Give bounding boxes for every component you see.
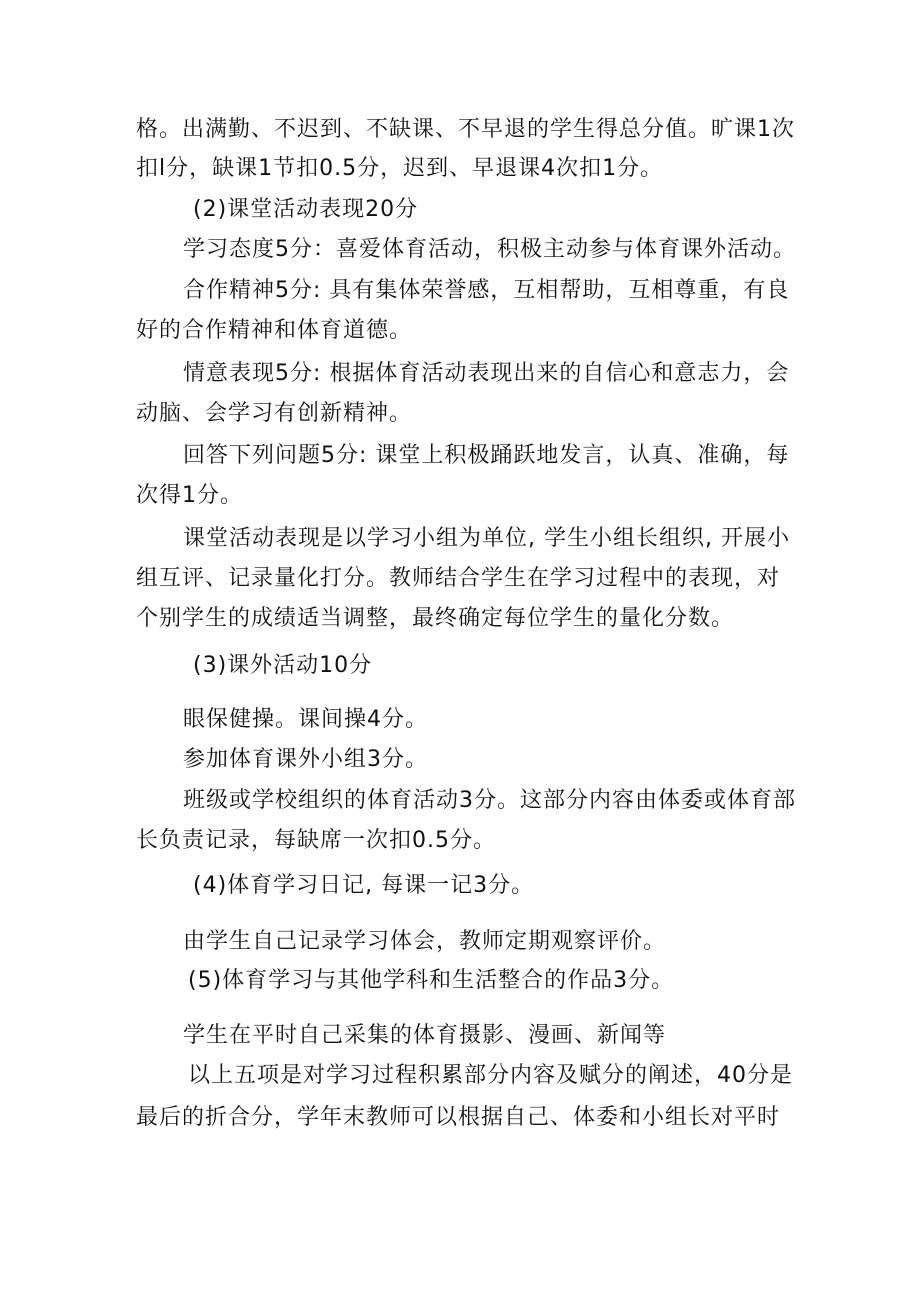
text-line-4: 学习态度5分：喜爱体育活动，积极主动参与体育课外活动。 (183, 237, 796, 262)
section-heading-5: (5)体育学习与其他学科和生活整合的作品3分。 (188, 968, 675, 993)
text-line-20: 由学生自己记录学习体会，教师定期观察评价。 (183, 929, 667, 954)
text-line-12: 组互评、记录量化打分。教师结合学生在学习过程中的表现，对 (136, 566, 781, 591)
text-line-23: 以上五项是对学习过程积累部分内容及赋分的阐述，40分是 (188, 1063, 793, 1088)
text-line-8: 动脑、会学习有创新精神。 (136, 401, 413, 426)
text-line-16: 参加体育课外小组3分。 (183, 747, 428, 772)
text-line-7: 情意表现5分: 根据体育活动表现出来的自信心和意志力，会 (183, 361, 790, 386)
text-line-22: 学生在平时自己采集的体育摄影、漫画、新闻等 (183, 1023, 667, 1048)
text-line-11: 课堂活动表现是以学习小组为单位, 学生小组长组织, 开展小 (183, 526, 790, 551)
text-line-2: 扣l分，缺课1节扣0.5分，迟到、早退课4次扣1分。 (136, 156, 664, 181)
text-line-6: 好的合作精神和体育道德。 (136, 318, 413, 343)
text-line-24: 最后的折合分，学年末教师可以根据自己、体委和小组长对平时 (136, 1105, 781, 1130)
text-line-9: 回答下列问题5分: 课堂上积极踊跃地发言，认真、准确，每 (183, 443, 790, 468)
section-heading-2: (2)课堂活动表现20分 (193, 197, 419, 222)
text-line-5: 合作精神5分: 具有集体荣誉感，互相帮助，互相尊重，有良 (183, 278, 790, 303)
text-line-17: 班级或学校组织的体育活动3分。这部分内容由体委或体育部 (183, 788, 796, 813)
text-line-1: 格。出满勤、不迟到、不缺课、不早退的学生得总分值。旷课1次 (136, 117, 795, 142)
text-line-10: 次得1分。 (136, 483, 243, 508)
section-heading-3: (3)课外活动10分 (193, 653, 373, 678)
text-line-13: 个别学生的成绩适当调整，最终确定每位学生的量化分数。 (136, 606, 735, 631)
text-line-18: 长负责记录，每缺席一次扣0.5分。 (136, 828, 496, 853)
section-heading-4: (4)体育学习日记, 每课一记3分。 (193, 873, 535, 898)
text-line-15: 眼保健操。课间操4分。 (183, 707, 428, 732)
